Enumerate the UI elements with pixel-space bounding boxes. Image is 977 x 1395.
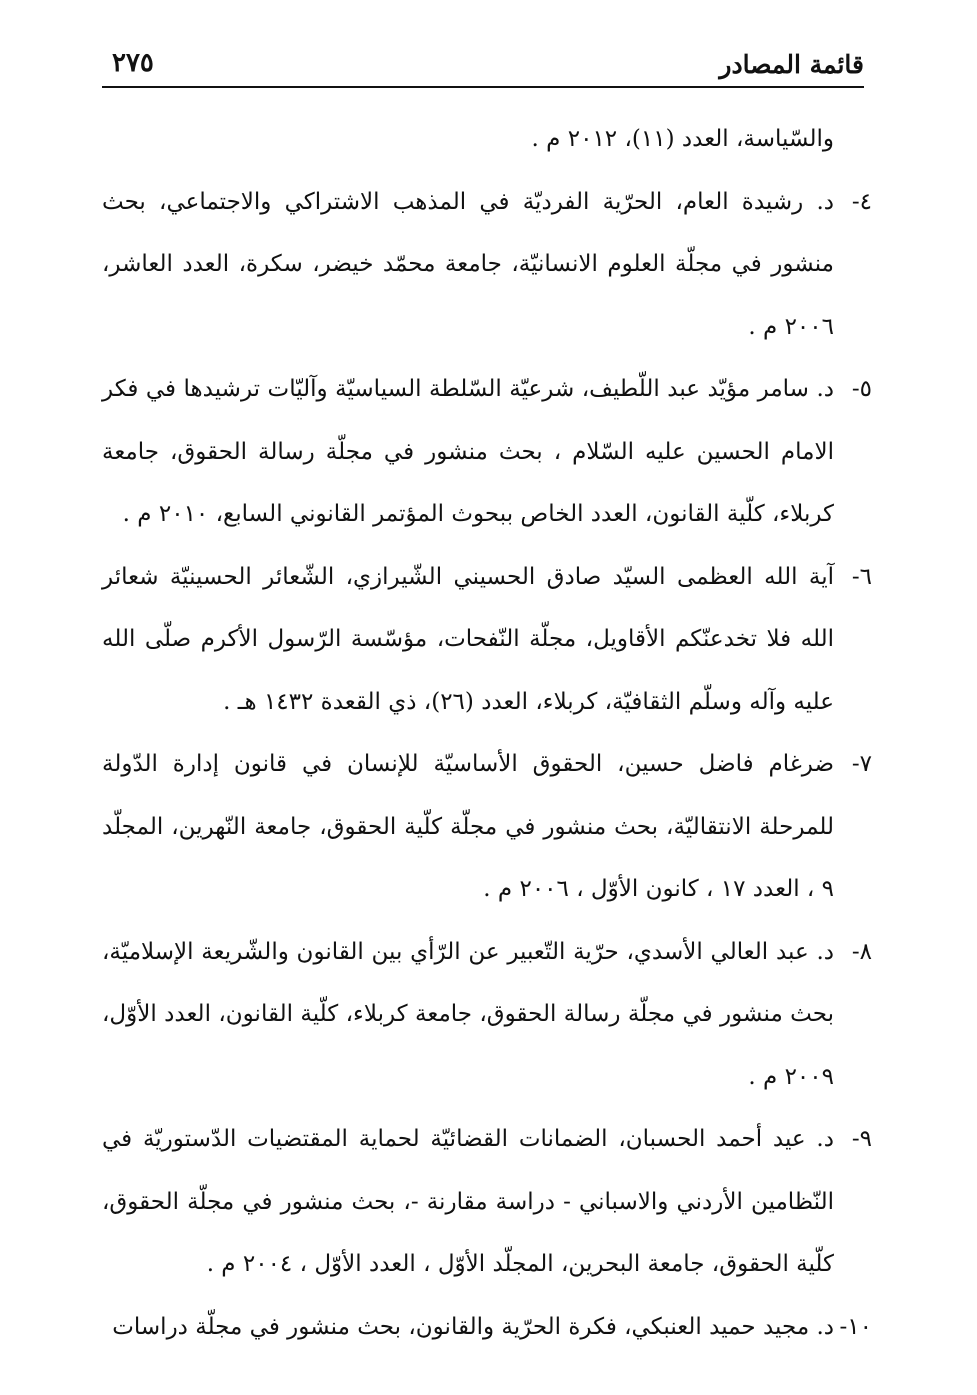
page-number: ٢٧٥ [112,48,154,78]
reference-text: د. عيد أحمد الحسبان، الضمانات القضائيّة لحماية المقتضيات الدّستوريّة في النّظامين الأردني والاسباني - دراسة مقارنة -، بحث منشور في مجلّة الحقوق، كلّية الحقوق، جامعة البحرين، المجلّد الأوّل ، العدد الأوّل ، ٢٠٠٤ م . [102,1126,834,1277]
reference-number: ١٠- [839,1313,872,1340]
page-header [102,46,864,88]
reference-text: ضرغام فاضل حسين، الحقوق الأساسيّة للإنسان في قانون إدارة الدّولة للمرحلة الانتقاليّة، بحث منشور في مجلّة كلّية الحقوق، جامعة النّهرين، المجلّد ٩ ، العدد ١٧ ، كانون الأوّل ، ٢٠٠٦ م . [102,751,834,902]
reference-number: ٨- [851,938,872,965]
reference-item [102,1296,872,1359]
running-title: قائمة المصادر [719,50,864,79]
reference-text: د. رشيدة العام، الحرّية الفرديّة في المذهب الاشتراكي والاجتماعي، بحث منشور في مجلّة العلوم الانسانيّة، جامعة محمّد خيضر، سكرة، العدد العاشر، ٢٠٠٦ م . [102,188,834,340]
reference-number: ٧- [851,751,872,777]
reference-item [102,358,872,546]
reference-text: آية الله العظمى السيّد صادق الحسيني الشّيرازي، الشّعائر الحسينيّة شعائر الله فلا تخدعنّكم الأقاويل، مجلّة النّفحات، مؤسّسة الرّسول الأكرم صلّى الله عليه وآله وسلّم الثقافيّة، كربلاء، العدد (٢٦)، ذي القعدة ١٤٣٢ هـ . [102,563,834,715]
reference-number: ٤- [851,188,872,215]
references-list [102,108,872,1358]
reference-item [102,171,872,359]
reference-number: ٦- [851,563,872,590]
reference-number: ٩- [851,1126,872,1152]
reference-text: والسّياسة، العدد (١١)، ٢٠١٢ م . [531,126,834,152]
reference-item [102,1108,872,1296]
reference-number: ٥- [851,376,872,402]
reference-item [102,546,872,734]
reference-item [102,921,872,1109]
reference-text: د. مجيد حميد العنبكي، فكرة الحرّية والقانون، بحث منشور في مجلّة دراسات [112,1313,834,1340]
reference-text: د. سامر مؤيّد عبد اللّطيف، شرعيّة السّلطة السياسيّة وآليّات ترشيدها في فكر الامام الحسين عليه السّلام ، بحث منشور في مجلّة رسالة الحقوق، جامعة كربلاء، كلّية القانون، العدد الخاص ببحوث المؤتمر القانوني السابع، ٢٠١٠ م . [102,376,834,527]
reference-item [102,733,872,921]
reference-text: د. عبد العالي الأسدي، حرّية التّعبير عن الرّأي بين القانون والشّريعة الإسلاميّة، بحث منشور في مجلّة رسالة الحقوق، جامعة كربلاء، كلّية القانون، العدد الأوّل، ٢٠٠٩ م . [102,938,834,1090]
reference-continuation [102,108,872,171]
